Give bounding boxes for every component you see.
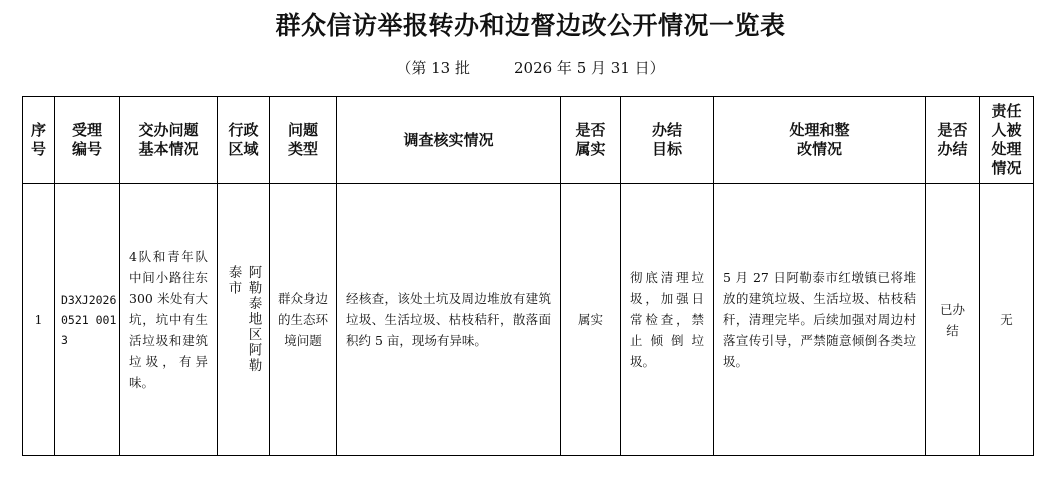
cell-closed: 已办结 (926, 184, 980, 456)
cell-seq: 1 (23, 184, 55, 456)
document-subtitle (0, 57, 1061, 78)
cell-id: D3XJ20260521 0013 (55, 184, 120, 456)
table-header-row (23, 97, 1034, 184)
table-row (23, 184, 1034, 456)
header-issue: 交办问题基本情况 (120, 97, 218, 184)
disclosure-table (22, 96, 1034, 456)
cell-type: 群众身边的生态环境问题 (270, 184, 337, 456)
header-closed: 是否办结 (926, 97, 980, 184)
cell-rectification: 5 月 27 日阿勒泰市红墩镇已将堆放的建筑垃圾、生活垃圾、枯枝秸秆，清理完毕。后续加强对周边村落宣传引导，严禁随意倾倒各类垃圾。 (714, 184, 926, 456)
header-goal: 办结目标 (621, 97, 714, 184)
header-rectification: 处理和整改情况 (714, 97, 926, 184)
cell-region: 阿勒泰地区阿勒泰市 (218, 184, 270, 456)
header-id: 受理编号 (55, 97, 120, 184)
cell-verified: 属实 (561, 184, 621, 456)
batch-label: （第 13 批 (396, 59, 470, 77)
header-verified: 是否属实 (561, 97, 621, 184)
header-region: 行政区域 (218, 97, 270, 184)
cell-issue: 4队和青年队中间小路往东 300 米处有大坑，坑中有生活垃圾和建筑垃圾，有异味。 (120, 184, 218, 456)
cell-investigation: 经核查，该处土坑及周边堆放有建筑垃圾、生活垃圾、枯枝秸秆，散落面积约 5 亩，现场有异味。 (337, 184, 561, 456)
header-investigation: 调查核实情况 (337, 97, 561, 184)
date-label: 2026 年 5 月 31 日） (513, 59, 665, 77)
header-type: 问题类型 (270, 97, 337, 184)
cell-goal: 彻底清理垃圾，加强日常检查，禁止倾倒垃圾。 (621, 184, 714, 456)
cell-accountability: 无 (980, 184, 1034, 456)
header-accountability: 责任人被处理情况 (980, 97, 1034, 184)
document-title: 群众信访举报转办和边督边改公开情况一览表 (275, 11, 786, 40)
header-seq: 序号 (23, 97, 55, 184)
